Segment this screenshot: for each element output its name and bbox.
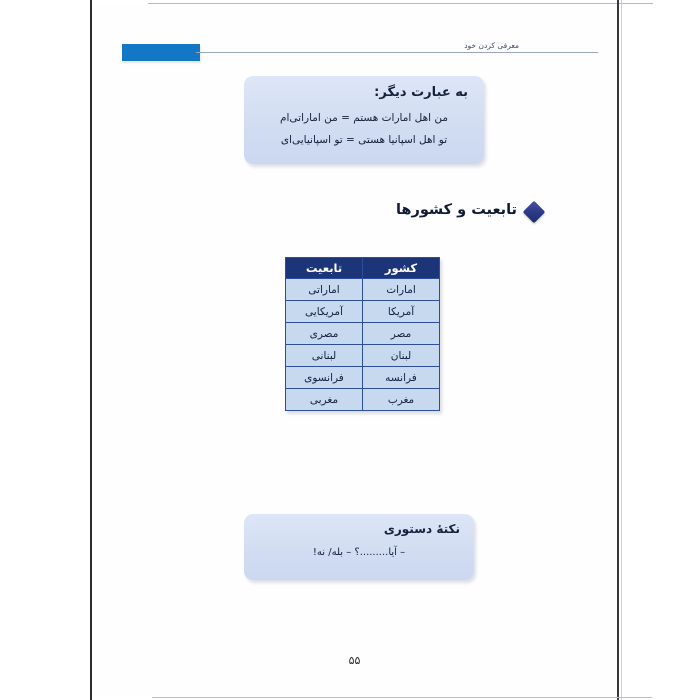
- grammar-note-title: نکتهٔ دستوری: [383, 522, 460, 536]
- table-cell-country: لبنان: [363, 345, 440, 367]
- table-cell-nationality: آمریکایی: [286, 301, 363, 323]
- table-cell-nationality: اماراتی: [286, 279, 363, 301]
- table-row: [286, 323, 440, 345]
- grammar-note-callout: [244, 514, 474, 580]
- table-cell-nationality: مغربی: [286, 389, 363, 411]
- table-row: [286, 301, 440, 323]
- table-header-nationality: تابعیت: [286, 258, 363, 279]
- table-cell-nationality: مصری: [286, 323, 363, 345]
- table-cell-country: مصر: [363, 323, 440, 345]
- header-rule-line: [196, 52, 598, 53]
- table-row: [286, 367, 440, 389]
- section-heading: [92, 199, 617, 229]
- other-words-title: به عبارت دیگر:: [374, 85, 468, 100]
- table-cell-country: آمریکا: [363, 301, 440, 323]
- running-header: [92, 38, 617, 66]
- page-right-edge-line: [617, 0, 619, 700]
- running-header-title: معرفی کردن خود: [464, 41, 519, 50]
- table-cell-country: فرانسه: [363, 367, 440, 389]
- other-words-callout: [244, 76, 484, 164]
- section-heading-text: تابعیت و کشورها: [395, 202, 517, 218]
- table-cell-nationality: فرانسوی: [286, 367, 363, 389]
- header-accent-bar: [122, 44, 200, 61]
- table-row: [286, 389, 440, 411]
- table-row: [286, 279, 440, 301]
- other-words-line-2: تو اهل اسپانیا هستی = تو اسپانیایی‌ای: [280, 134, 448, 146]
- page-number: ۵۵: [348, 654, 361, 667]
- table-row: [286, 345, 440, 367]
- table-header-row: [286, 258, 440, 279]
- other-words-line-1: من اهل امارات هستم = من اماراتی‌ام: [280, 112, 448, 124]
- page-right-edge-line-secondary: [621, 0, 622, 700]
- page-content: [92, 4, 617, 696]
- nationality-table-wrapper: [285, 257, 440, 411]
- table-cell-country: مغرب: [363, 389, 440, 411]
- page-bottom-edge-line: [152, 697, 652, 698]
- table-cell-nationality: لبنانی: [286, 345, 363, 367]
- diamond-bullet-icon: [523, 201, 546, 224]
- table-header-country: کشور: [363, 258, 440, 279]
- nationality-table: [285, 257, 440, 411]
- grammar-note-line-1: – آیا.........؟ – بله/ نه!: [312, 547, 406, 558]
- table-cell-country: امارات: [363, 279, 440, 301]
